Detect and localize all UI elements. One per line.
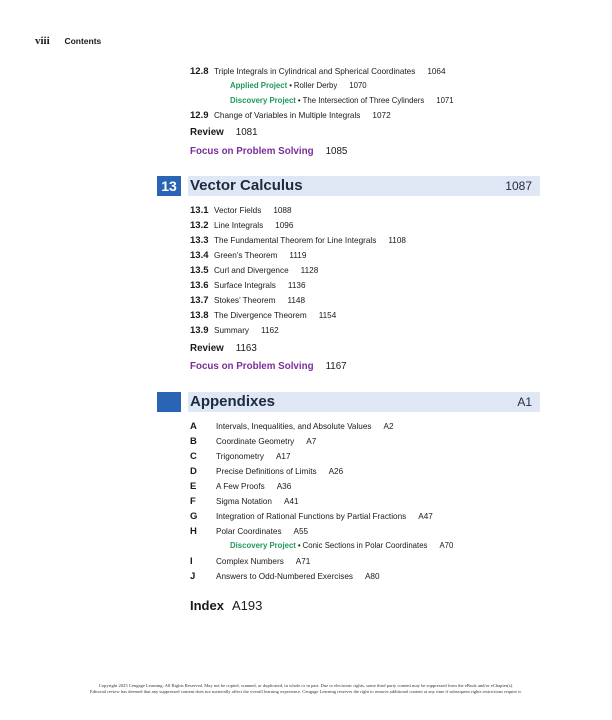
chapter-title: Vector Calculus	[190, 177, 303, 194]
appendix-box	[157, 392, 181, 412]
toc-appendix-item[interactable]: G Integration of Rational Functions by Partial Fractions A47	[190, 511, 433, 522]
running-header	[35, 35, 101, 47]
toc-index[interactable]: Index A193	[190, 598, 263, 613]
toc-appendix-item[interactable]: I Complex Numbers A71	[190, 556, 311, 567]
toc-focus[interactable]: Focus on Problem Solving 1085	[190, 146, 348, 157]
toc-section[interactable]: 13.3 The Fundamental Theorem for Line Integrals 1108	[190, 235, 406, 246]
toc-section[interactable]: 13.7 Stokes’ Theorem 1148	[190, 295, 306, 306]
toc-project[interactable]: Applied Project • Roller Derby 1070	[230, 81, 367, 90]
copyright-footer: Copyright 2025 Cengage Learning. All Rights Reserved. May not be copied, scanned, or duplicated, in whole or in part. Due to electronic rights, some third party content may be suppressed from the eBook and/or eChapter(s). Editorial review has deemed that any suppressed content does not materially affect the overall learning experience. Cengage Learning reserves the right to remove additional content at any time if subsequent rights restrictions require it.	[90, 683, 522, 694]
toc-focus[interactable]: Focus on Problem Solving 1167	[190, 361, 347, 372]
toc-appendix-item[interactable]: A Intervals, Inequalities, and Absolute Values A2	[190, 421, 394, 432]
toc-section[interactable]: 13.6 Surface Integrals 1136	[190, 280, 306, 291]
toc-review[interactable]: Review 1081	[190, 127, 258, 138]
toc-appendix-item[interactable]: C Trigonometry A17	[190, 451, 291, 462]
toc-section[interactable]: 12.8 Triple Integrals in Cylindrical and Spherical Coordinates 1064	[190, 66, 446, 77]
appendix-page: A1	[517, 395, 532, 409]
toc-appendix-item[interactable]: F Sigma Notation A41	[190, 496, 299, 507]
toc-appendix-item[interactable]: H Polar Coordinates A55	[190, 526, 309, 537]
toc-section[interactable]: 13.4 Green’s Theorem 1119	[190, 250, 307, 261]
toc-section[interactable]: 12.9 Change of Variables in Multiple Integrals 1072	[190, 110, 391, 121]
toc-section[interactable]: 13.1 Vector Fields 1088	[190, 205, 292, 216]
toc-review[interactable]: Review 1163	[190, 343, 257, 354]
toc-project[interactable]: Discovery Project • Conic Sections in Polar Coordinates A70	[230, 541, 454, 550]
page-number: viii	[35, 35, 50, 47]
toc-appendix-item[interactable]: B Coordinate Geometry A7	[190, 436, 317, 447]
chapter-heading[interactable]	[188, 176, 540, 196]
toc-section[interactable]: 13.9 Summary 1162	[190, 325, 279, 336]
toc-section[interactable]: 13.2 Line Integrals 1096	[190, 220, 294, 231]
toc-appendix-item[interactable]: J Answers to Odd-Numbered Exercises A80	[190, 571, 380, 582]
chapter-number-box: 13	[157, 176, 181, 196]
toc-appendix-item[interactable]: E A Few Proofs A36	[190, 481, 292, 492]
header-label: Contents	[64, 36, 102, 46]
appendix-title: Appendixes	[190, 393, 276, 410]
chapter-page: 1087	[505, 179, 532, 193]
toc-section[interactable]: 13.8 The Divergence Theorem 1154	[190, 310, 337, 321]
toc-section[interactable]: 13.5 Curl and Divergence 1128	[190, 265, 319, 276]
toc-appendix-item[interactable]: D Precise Definitions of Limits A26	[190, 466, 344, 477]
toc-project[interactable]: Discovery Project • The Intersection of Three Cylinders 1071	[230, 96, 454, 105]
appendix-heading[interactable]	[188, 392, 540, 412]
